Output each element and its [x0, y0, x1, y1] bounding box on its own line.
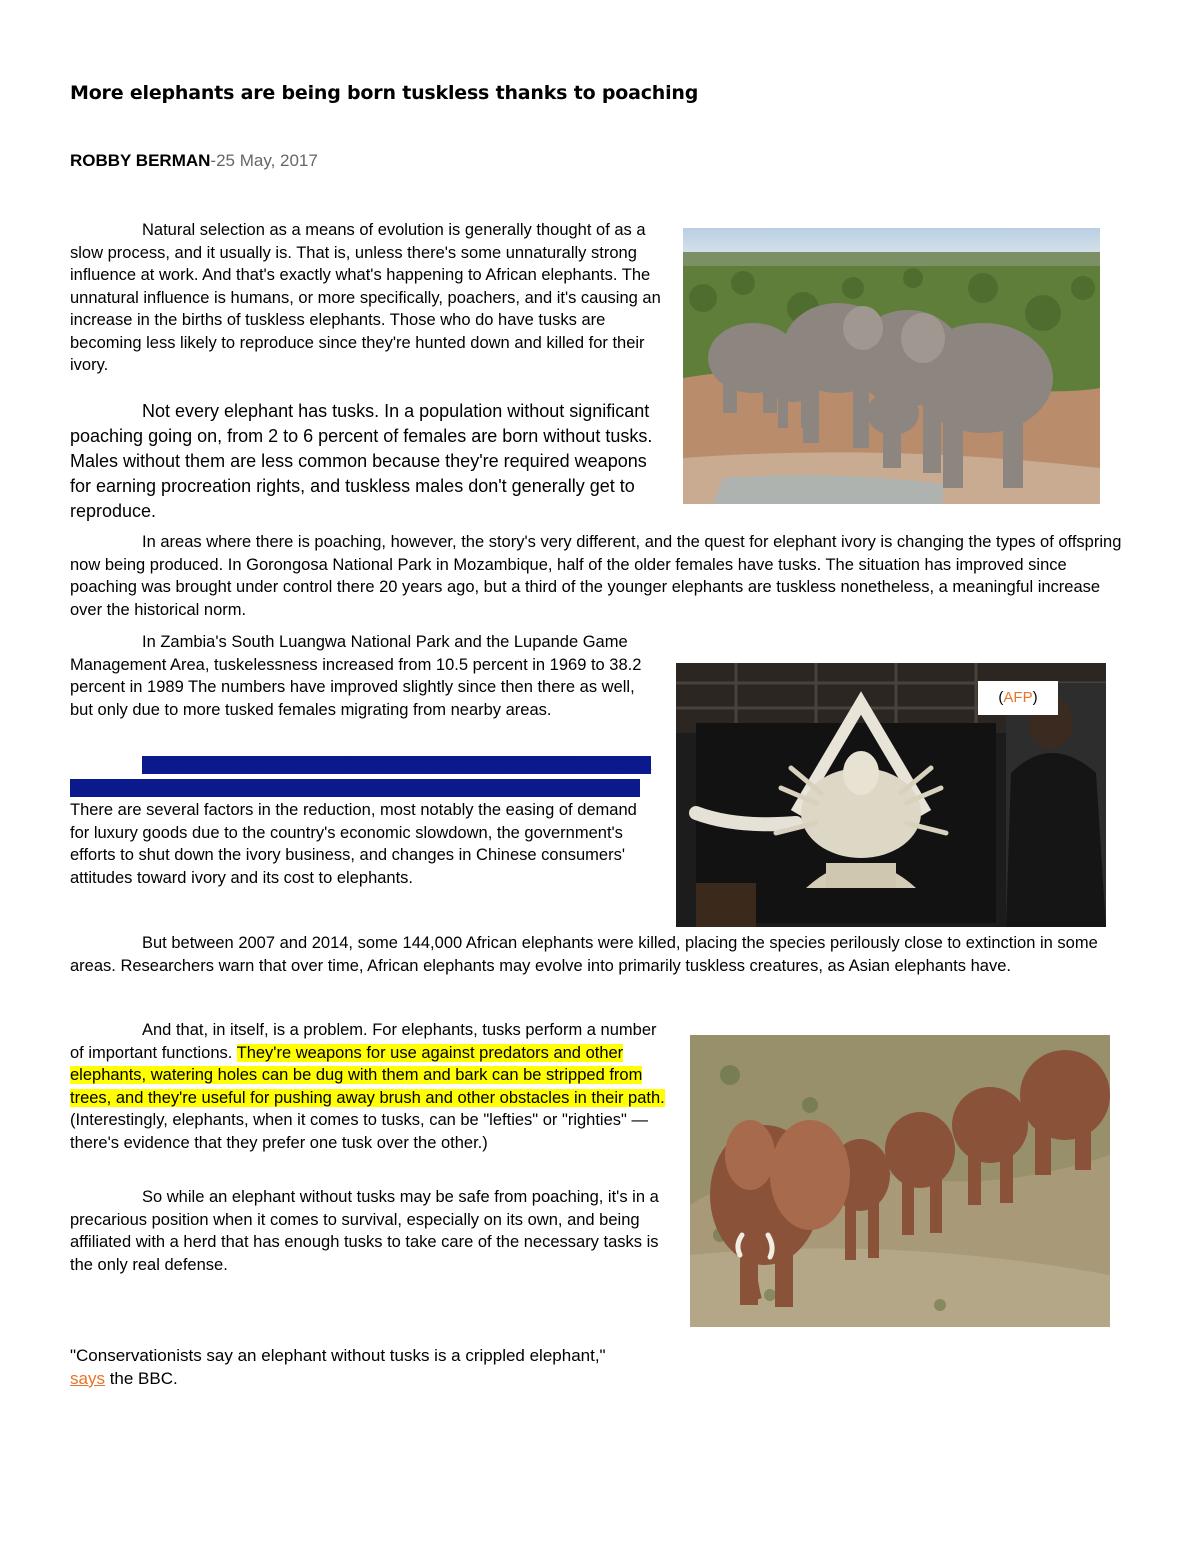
- byline: [70, 151, 318, 171]
- paragraph-7: And that, in itself, is a problem. For elephants, tusks perform a number of important functions. They're weapons for use against predators and other elephants, watering holes can be dug with them and bark can be stripped from trees, and they're useful for pushing away brush and other obstacles in their path. (Interestingly, elephants, when it comes to tusks, can be "lefties" or "righties" — there's evidence that they prefer one tusk over the other.): [70, 1021, 665, 1152]
- author-name: ROBBY BERMAN: [70, 151, 211, 170]
- highlighted-text-blue: There's been big money in China's black market for ivory, from a peak of $2,100 USD per kilogram in 2014 to $730 per kilogram in February of 2017.: [70, 756, 652, 797]
- elephants-walking-photo: [690, 1035, 1110, 1327]
- paragraph-2: Not every elephant has tusks. In a population without significant poaching going on, from 2 to 6 percent of females are born without tusks. Males without them are less common because they're required weapons for earning procreation rights, and tuskless males don't generally get to reproduce.: [70, 401, 653, 521]
- paragraph-1: Natural selection as a means of evolution is generally thought of as a slow process, and it usually is. That is, unless there's some unnaturally strong influence at work. And that's exactly what's happening to African elephants. The unnatural influence is humans, or more specifically, poachers, and it's causing an increase in the births of tuskless elephants. Those who do have tusks are becoming less likely to reproduce since they're hunted down and killed for their ivory.: [70, 221, 661, 374]
- paragraph-8: So while an elephant without tusks may be safe from poaching, it's in a precarious position when it comes to survival, especially on its own, and being affiliated with a herd that has enough tusks to take care of the necessary tasks is the only real defense.: [70, 1188, 659, 1274]
- paragraph-5: There's been big money in China's black market for ivory, from a peak of $2,100 USD per kilogram in 2014 to $730 per kilogram in February of 2017. There are several factors in the reduction, most notably the easing of demand for luxury goods due to the country's economic slowdown, the government's efforts to shut down the ivory business, and changes in Chinese consumers' attitudes toward ivory and its cost to elephants.: [70, 756, 652, 887]
- ivory-sculpture-photo: [676, 663, 1106, 927]
- afp-link[interactable]: AFP: [1003, 689, 1033, 706]
- paragraph-3: In areas where there is poaching, however, the story's very different, and the quest for elephant ivory is changing the types of offspring now being produced. In Gorongosa National Park in Mozambique, half of the older females have tusks. The situation has improved since poaching was brought under control there 20 years ago, but a third of the younger elephants are tuskless nonetheless, a meaningful increase over the historical norm.: [70, 533, 1122, 619]
- paragraph-4: In Zambia's South Luangwa National Park and the Lupande Game Management Area, tuskelessness increased from 10.5 percent in 1969 to 38.2 percent in 1989 The numbers have improved slightly since then there as well, but only due to more tusked females migrating from nearby areas.: [70, 633, 642, 719]
- elephant-herd-photo: [683, 228, 1100, 504]
- closing-quote: "Conservationists say an elephant without tusks is a crippled elephant," says the BBC.: [70, 1346, 606, 1388]
- paragraph-6: But between 2007 and 2014, some 144,000 African elephants were killed, placing the species perilously close to extinction in some areas. Researchers warn that over time, African elephants may evolve into primarily tuskless creatures, as Asian elephants have.: [70, 934, 1098, 975]
- article-title: More elephants are being born tuskless thanks to poaching: [70, 82, 699, 104]
- highlighted-text-yellow: They're weapons for use against predators and other elephants, watering holes can be dug with them and bark can be stripped from trees, and they're useful for pushing away brush and other obstacles in their path.: [70, 1043, 665, 1107]
- publish-date: -25 May, 2017: [210, 151, 318, 170]
- afp-caption: (AFP): [978, 681, 1058, 715]
- says-link[interactable]: says: [70, 1369, 105, 1388]
